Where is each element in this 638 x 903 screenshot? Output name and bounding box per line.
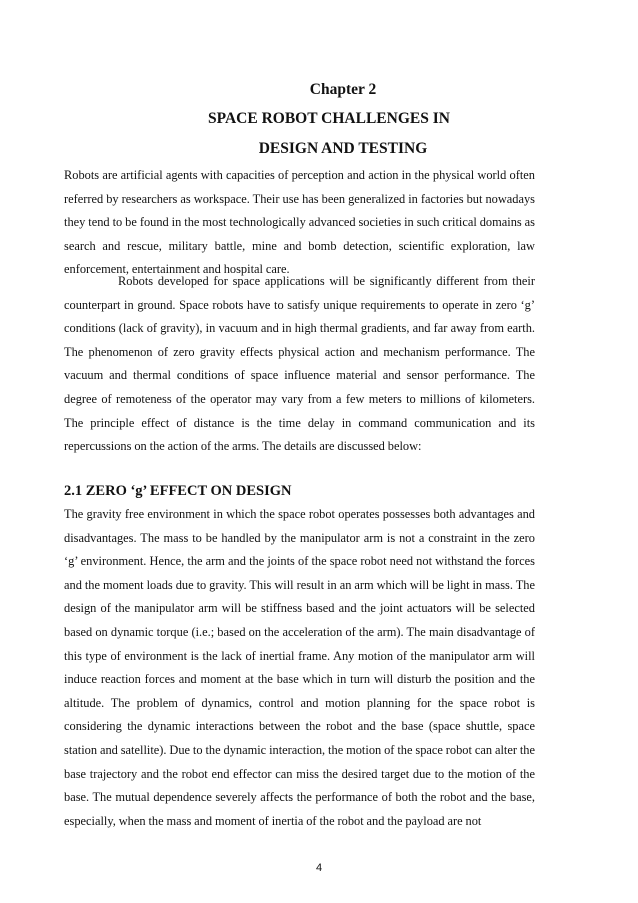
page-number: 4 (315, 862, 323, 874)
chapter-title-line-2: DESIGN AND TESTING (258, 140, 428, 157)
chapter-title-line-1: SPACE ROBOT CHALLENGES IN (208, 110, 450, 127)
intro-paragraph: Robots are artificial agents with capacities of perception and action in the physical world often referred by researchers as workspace. Their use has been generalized in factories but nowadays they tend to be found in the most technologically advanced societies in such critical domains as search and rescue, military battle, mine and bomb detection, scientific exploration, law enforcement, entertainment and hospital care. (64, 168, 535, 277)
section-heading: 2.1 ZERO ‘g’ EFFECT ON DESIGN (64, 483, 292, 499)
space-robots-paragraph: Robots developed for space applications will be significantly different from their counterpart in ground. Space robots have to satisfy unique requirements to operate in zero ‘g’ conditions (lack of gravity), in vacuum and in high thermal gradients, and far away from earth. The phenomenon of zero gravity effects physical action and mechanism performance. The vacuum and thermal conditions of space influence material and sensor performance. The degree of remoteness of the operator may vary from a few meters to millions of kilometers. The principle effect of distance is the time delay in command communication and its repercussions on the action of the arms. The details are discussed below: (64, 274, 535, 454)
section-body-paragraph: The gravity free environment in which the space robot operates possesses both advantages and disadvantages. The mass to be handled by the manipulator arm is not a constraint in the zero ‘g’ environment. Hence, the arm and the joints of the space robot need not withstand the forces and the moment loads due to gravity. This will result in an arm which will be light in mass. The design of the manipulator arm will be stiffness based and the joint actuators will be selected based on dynamic torque (i.e.; based on the acceleration of the arm). The main disadvantage of this type of environment is the lack of inertial frame. Any motion of the manipulator arm will induce reaction forces and moment at the base which in turn will disturb the position and the altitude. The problem of dynamics, control and motion planning for the space robot is considering the dynamic interactions between the robot and the base (space shuttle, space station and satellite). Due to the dynamic interaction, the motion of the space robot can alter the base trajectory and the robot end effector can miss the desired target due to the motion of the base. The mutual dependence severely affects the performance of both the robot and the base, especially, when the mass and moment of inertia of the robot and the payload are not (64, 507, 535, 828)
chapter-label: Chapter 2 (309, 81, 377, 98)
